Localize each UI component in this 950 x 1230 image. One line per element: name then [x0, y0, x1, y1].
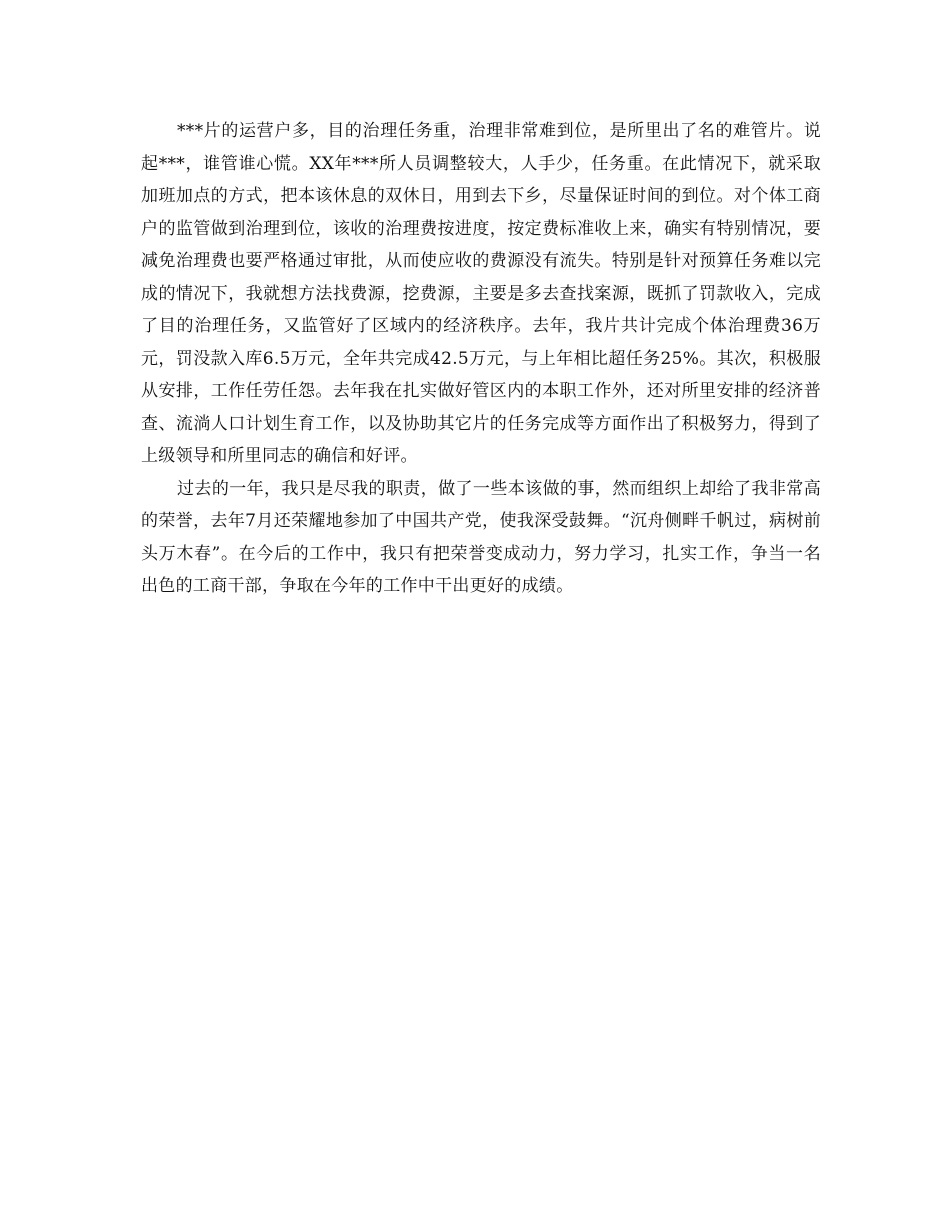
body-paragraph-1: ***片的运营户多，目的治理任务重，治理非常难到位，是所里出了名的难管片。说起***，谁管谁心慌。XX年***所人员调整较大，人手少，任务重。在此情况下，就采取加班加点的方式，把本该休息的双休日，用到去下乡，尽量保证时间的到位。对个体工商户的监管做到治理到位，该收的治理费按进度，按定费标准收上来，确实有特别情况，要减免治理费也要严格通过审批，从而使应收的费源没有流失。特别是针对预算任务难以完成的情况下，我就想方法找费源，挖费源，主要是多去查找案源，既抓了罚款收入，完成了目的治理任务，又监管好了区域内的经济秩序。去年，我片共计完成个体治理费36万元，罚没款入库6.5万元，全年共完成42.5万元，与上年相比超任务25%。其次，积极服从安排，工作任劳任怨。去年我在扎实做好管区内的本职工作外，还对所里安排的经济普查、流淌人口计划生育工作，以及协助其它片的任务完成等方面作出了积极努力，得到了上级领导和所里同志的确信和好评。 — [141, 121, 821, 466]
document-body — [141, 115, 821, 603]
body-paragraph-2: 过去的一年，我只是尽我的职责，做了一些本该做的事，然而组织上却给了我非常高的荣誉，去年7月还荣耀地参加了中国共产党，使我深受鼓舞。“沉舟侧畔千帆过，病树前头万木春”。在今后的工作中，我只有把荣誉变成动力，努力学习，扎实工作，争当一名出色的工商干部，争取在今年的工作中干出更好的成绩。 — [141, 478, 821, 596]
